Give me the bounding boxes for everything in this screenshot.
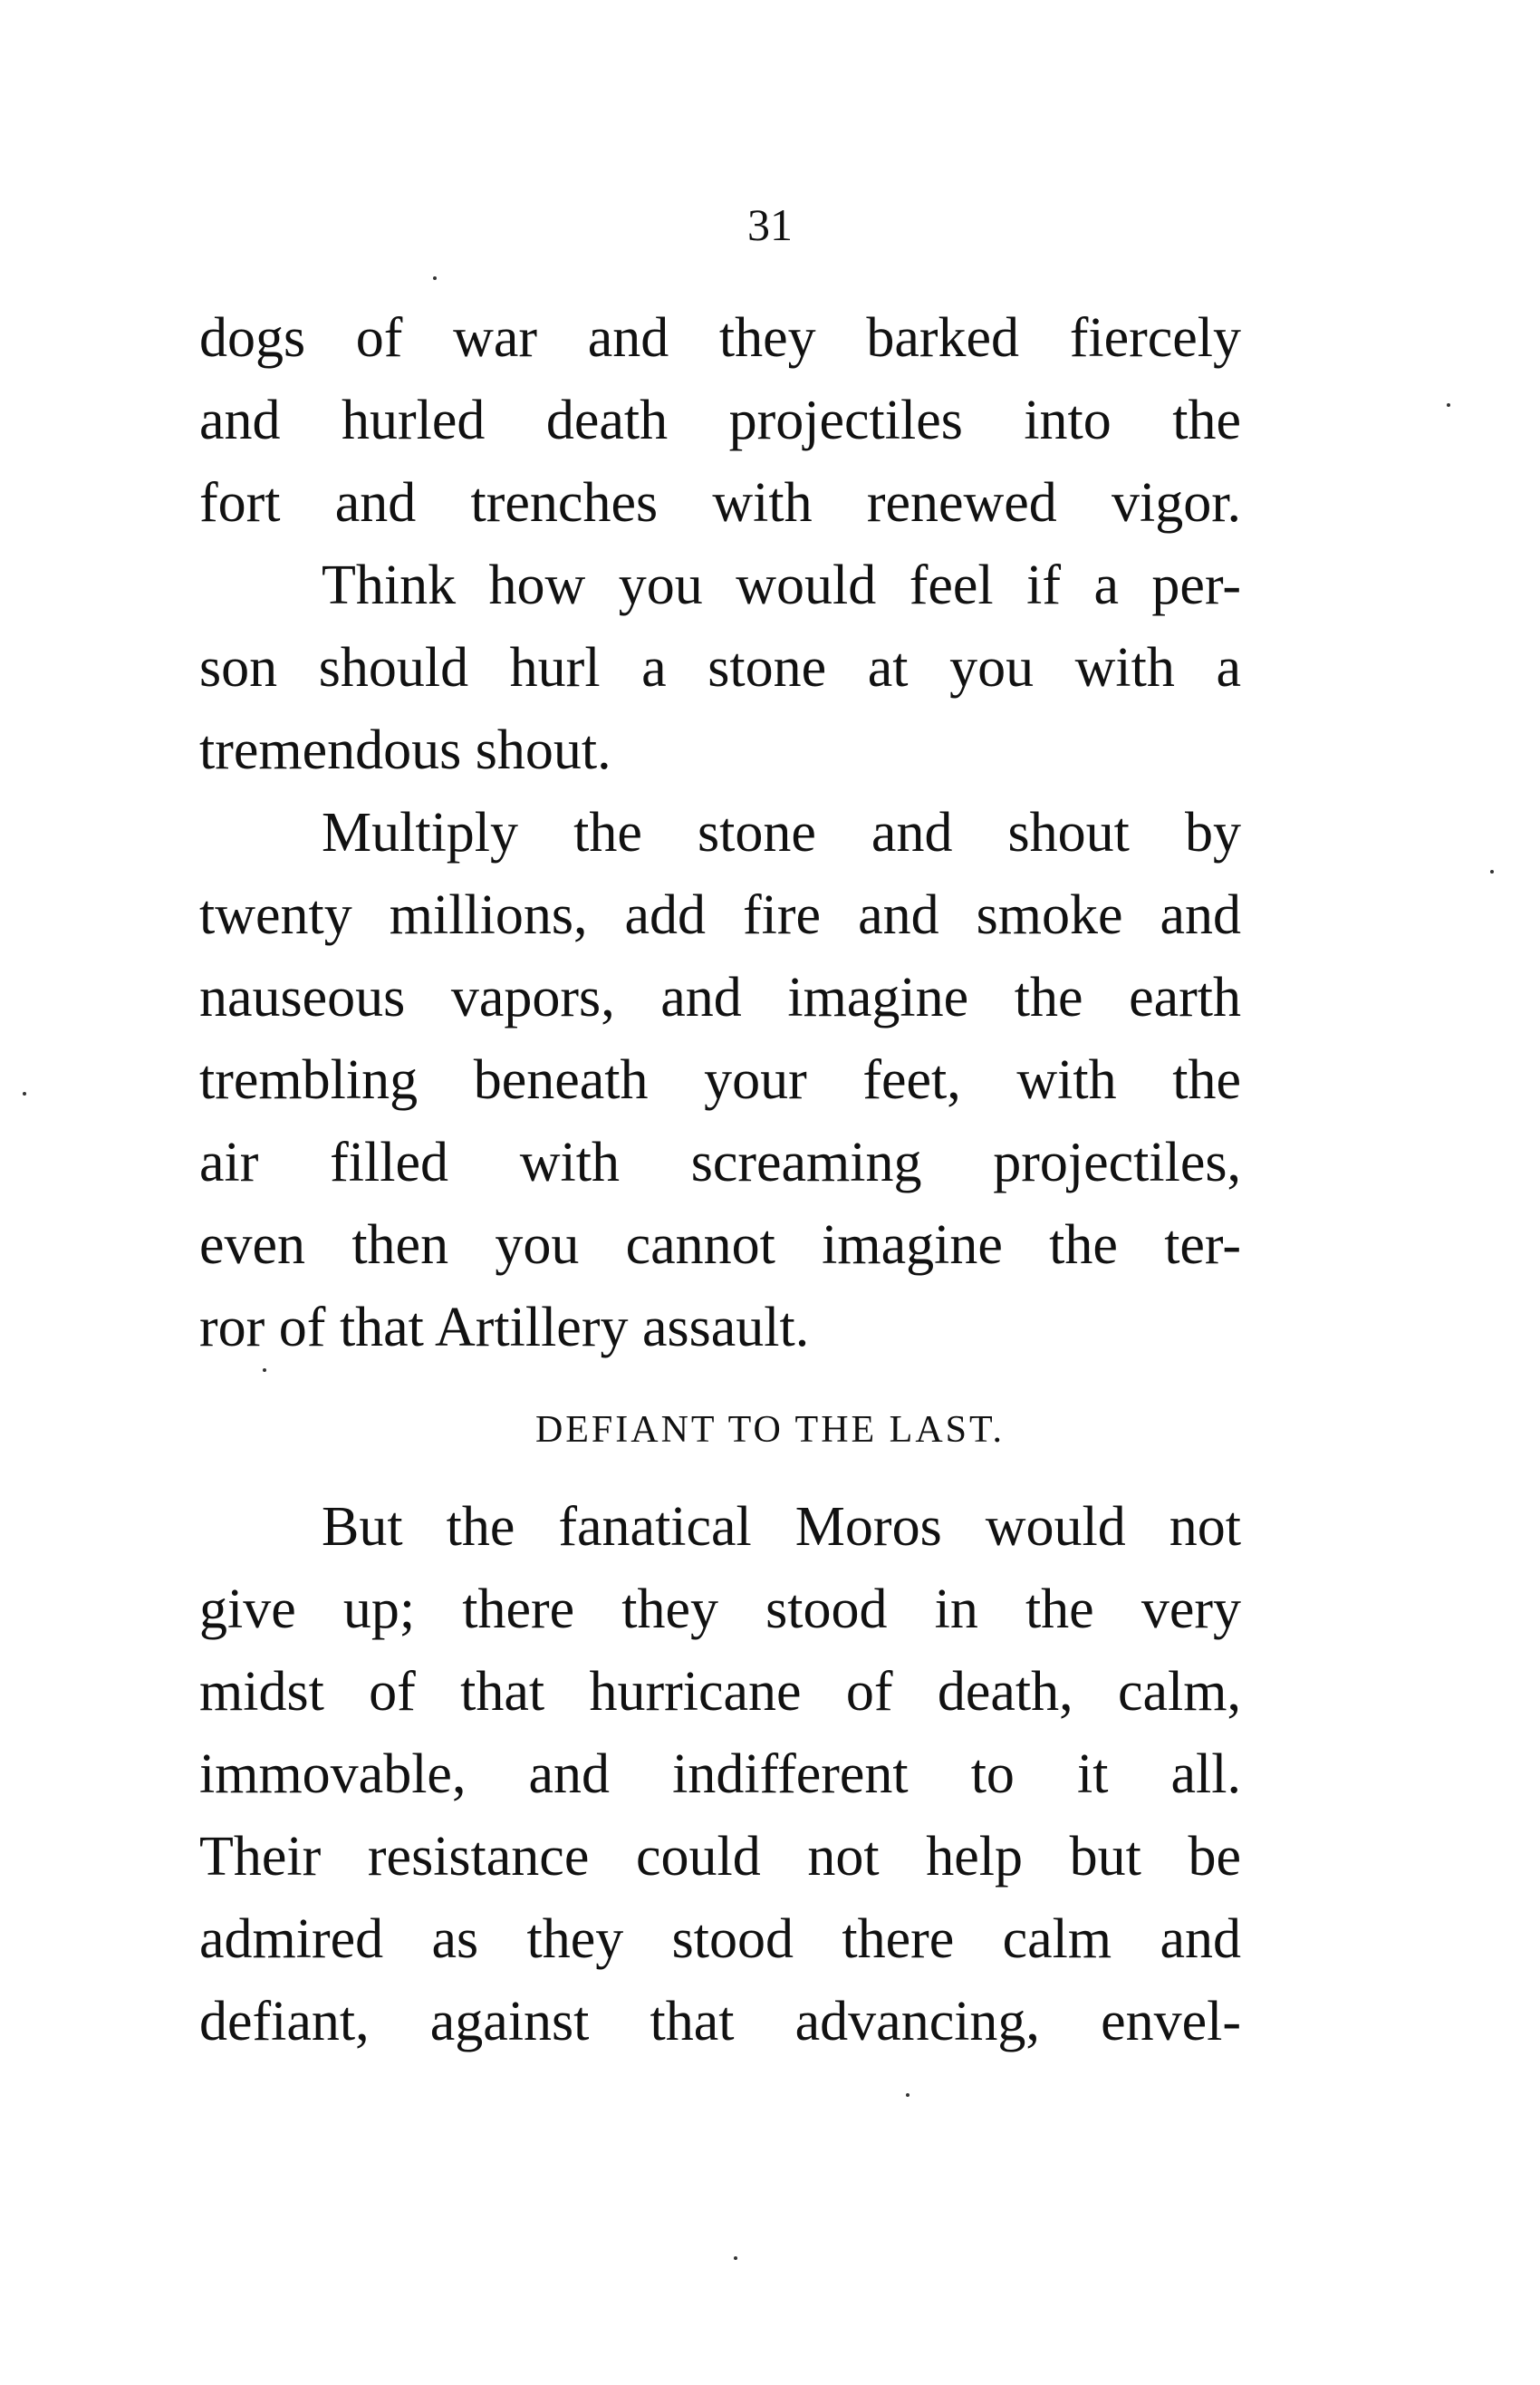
scan-speck — [906, 2093, 910, 2097]
text-line: fort and trenches with renewed vigor. — [199, 472, 1241, 534]
text-line: midst of that hurricane of death, calm, — [199, 1661, 1241, 1723]
text-line: defiant, against that advancing, envel- — [199, 1991, 1241, 2052]
text-line: nauseous vapors, and imagine the earth — [199, 967, 1241, 1028]
body-text-upper — [199, 297, 1241, 1369]
text-line: ror of that Artillery assault. — [199, 1297, 810, 1358]
scan-speck — [1447, 403, 1450, 407]
text-line: immovable, and indifferent to it all. — [199, 1743, 1241, 1805]
text-line: Multiply the stone and shout by — [322, 802, 1241, 864]
text-line: give up; there they stood in the very — [199, 1579, 1241, 1640]
text-line: But the fanatical Moros would not — [322, 1496, 1241, 1558]
text-line: air filled with screaming projectiles, — [199, 1132, 1241, 1193]
scan-speck — [433, 276, 437, 280]
text-line: trembling beneath your feet, with the — [199, 1049, 1241, 1111]
scan-speck — [1490, 870, 1494, 874]
text-line: Their resistance could not help but be — [199, 1826, 1241, 1888]
text-line: tremendous shout. — [199, 719, 611, 781]
text-line: dogs of war and they barked fiercely — [199, 307, 1241, 369]
scan-speck — [263, 1368, 266, 1372]
scan-speck — [23, 1092, 26, 1096]
text-line: son should hurl a stone at you with a — [199, 637, 1241, 699]
body-text-lower — [199, 1486, 1241, 2063]
text-line: Think how you would feel if a per- — [322, 555, 1241, 616]
text-line: even then you cannot imagine the ter- — [199, 1214, 1241, 1276]
page-number: 31 — [747, 199, 793, 250]
scan-speck — [734, 2256, 737, 2260]
section-heading: DEFIANT TO THE LAST. — [534, 1409, 1006, 1451]
text-line: admired as they stood there calm and — [199, 1908, 1241, 1970]
text-line: twenty millions, add fire and smoke and — [199, 884, 1241, 946]
text-line: and hurled death projectiles into the — [199, 390, 1241, 451]
